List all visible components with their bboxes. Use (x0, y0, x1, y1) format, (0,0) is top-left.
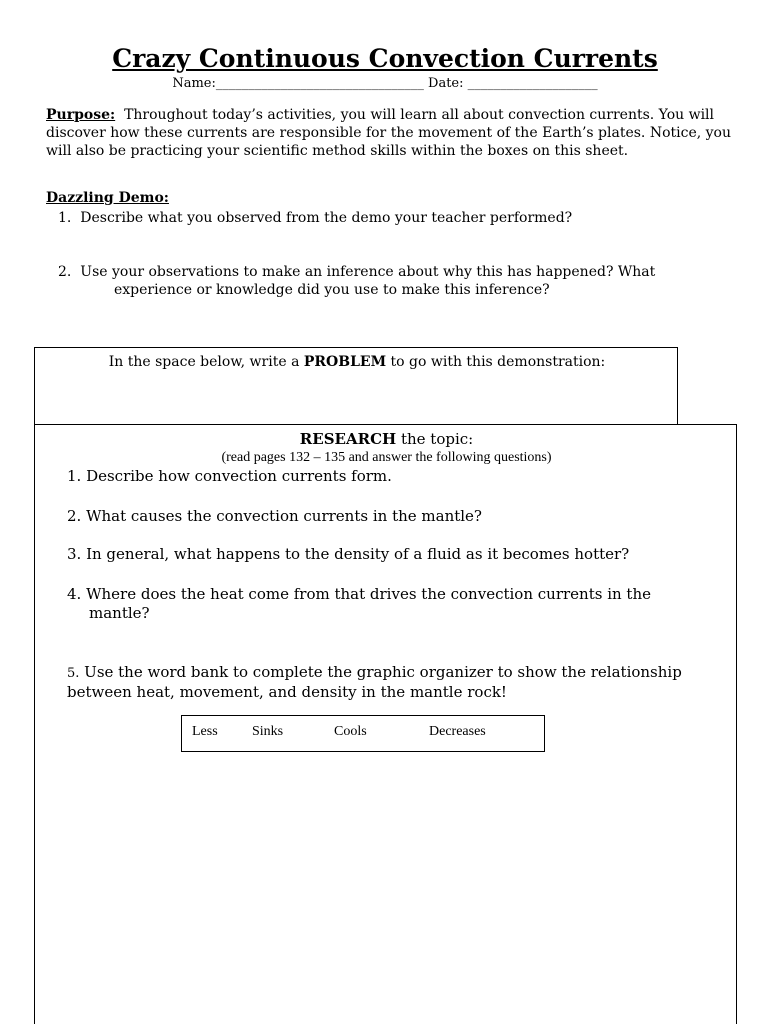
word-bank-word: Cools (334, 724, 367, 739)
research-question-1: 1. Describe how convection currents form. (67, 467, 392, 485)
problem-bold: PROBLEM (303, 354, 387, 370)
demo-question-2-line-1: Use your observations to make an inference about why this has happened? What (80, 264, 656, 280)
demo-question-2-line-2: experience or knowledge did you use to make this inference? (114, 282, 550, 298)
problem-suffix: to go with this demonstration: (386, 354, 606, 370)
page-title: Crazy Continuous Convection Currents (112, 44, 658, 73)
name-date-line: Name:________________________________ Date: ____________________ (172, 76, 598, 91)
demo-question-1-text: Describe what you observed from the demo your teacher performed? (80, 210, 573, 226)
research-question-5-text: Use the word bank to complete the graphic organizer to show the relationship between heat, movement, and density in the mantle rock! (67, 663, 682, 701)
research-heading (35, 430, 738, 448)
research-box (34, 424, 737, 1024)
word-bank-word: Sinks (252, 724, 284, 739)
research-question-4-line-2: mantle? (89, 604, 150, 622)
research-heading-bold: RESEARCH (299, 430, 397, 448)
research-question-4 (67, 585, 717, 623)
research-subheading: (read pages 132 – 135 and answer the following questions) (221, 450, 552, 465)
word-bank-word: Less (192, 724, 218, 739)
purpose-text: Throughout today’s activities, you will learn all about convection currents. You will discover how these currents are responsible for the movement of the Earth’s plates. Notice, you will also be practicing your scientific method skills within the boxes on this sheet. (46, 107, 731, 159)
word-bank-word: Decreases (429, 724, 486, 739)
problem-prefix: In the space below, write a (108, 354, 304, 370)
demo-heading: Dazzling Demo: (46, 190, 169, 206)
demo-question-2 (58, 263, 728, 299)
research-question-4-line-1: 4. Where does the heat come from that drives the convection currents in the (67, 585, 651, 603)
research-heading-rest: the topic: (396, 430, 474, 448)
problem-box (34, 347, 678, 424)
research-question-3: 3. In general, what happens to the density of a fluid as it becomes hotter? (67, 545, 630, 563)
demo-question-1 (58, 209, 572, 227)
research-question-5 (67, 663, 717, 702)
demo-question-2-number: 2. (58, 264, 72, 280)
demo-question-1-number: 1. (58, 210, 72, 226)
problem-prompt (35, 354, 679, 370)
research-question-5-number: 5. (67, 666, 80, 681)
word-bank (181, 715, 545, 752)
research-question-2: 2. What causes the convection currents in the mantle? (67, 507, 482, 525)
purpose-label: Purpose: (46, 107, 116, 123)
purpose-paragraph (46, 106, 736, 160)
